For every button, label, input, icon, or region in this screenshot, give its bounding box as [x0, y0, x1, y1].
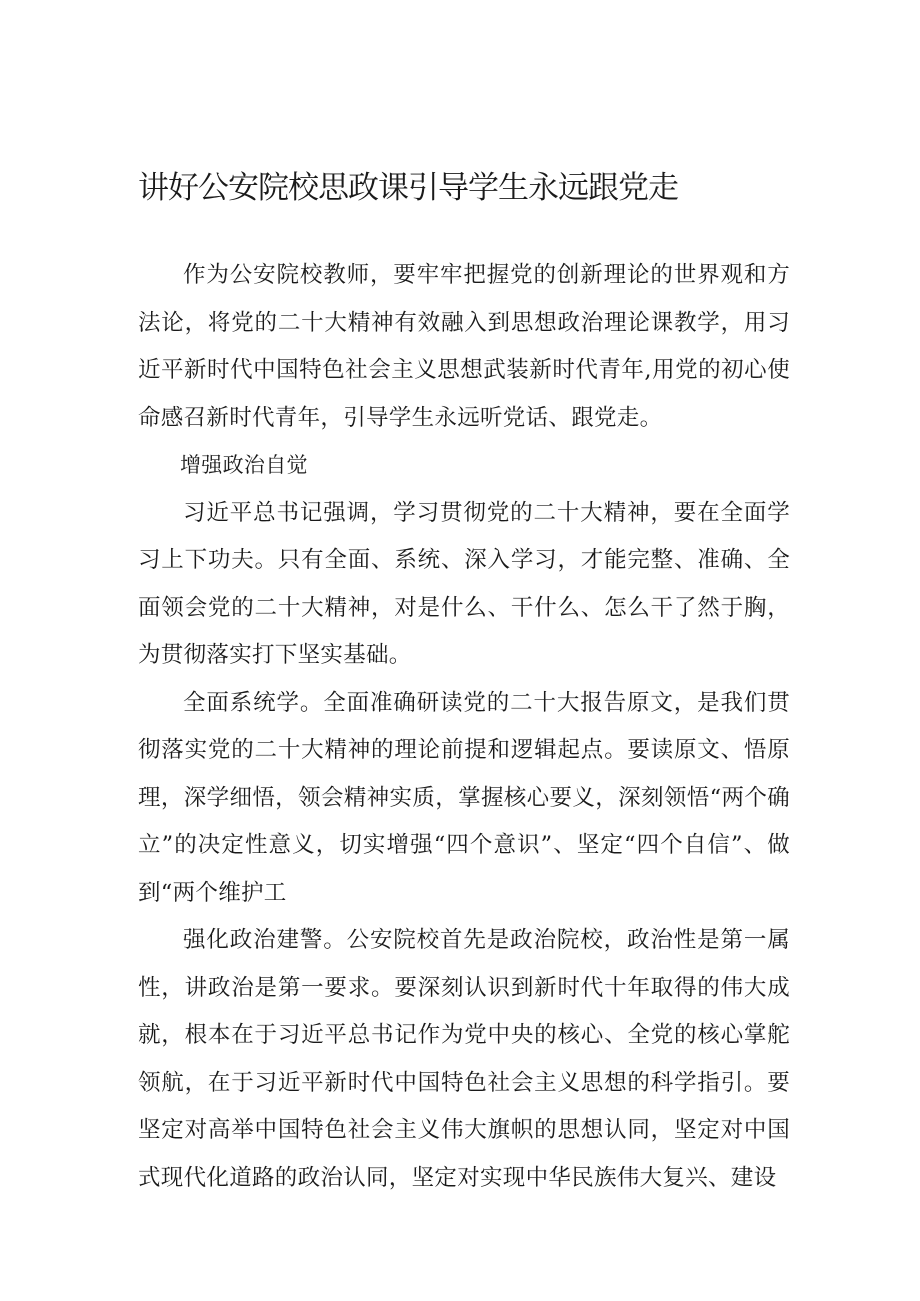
paragraph-study: 习近平总书记强调，学习贯彻党的二十大精神，要在全面学习上下功夫。只有全面、系统、深入学习，才能完整、准确、全面领会党的二十大精神，对是什么、干什么、怎么干了然于胸，为贯彻落实打下坚实基础。	[138, 499, 790, 668]
paragraph-politics: 强化政治建警。公安院校首先是政治院校，政治性是第一属性，讲政治是第一要求。要深刻认识到新时代十年取得的伟大成就，根本在于习近平总书记作为党中央的核心、全党的核心掌舵领航，在于习近平新时代中国特色社会主义思想的科学指引。要坚定对高举中国特色社会主义伟大旗帜的思想认同，坚定对中国式现代化道路的政治认同，坚定对实现中华民族伟大复兴、建设	[138, 927, 790, 1191]
document-title: 讲好公安院校思政课引导学生永远跟党走	[138, 170, 678, 206]
section-heading: 增强政治自觉	[180, 453, 308, 477]
paragraph-intro: 作为公安院校教师，要牢牢把握党的创新理论的世界观和方法论，将党的二十大精神有效融入到思想政治理论课教学，用习近平新时代中国特色社会主义思想武装新时代青年,用党的初心使命感召新时代青年，引导学生永远听党话、跟党走。	[138, 262, 790, 431]
document-body	[138, 252, 790, 1202]
paragraph-systematic: 全面系统学。全面准确研读党的二十大报告原文，是我们贯彻落实党的二十大精神的理论前提和逻辑起点。要读原文、悟原理，深学细悟，领会精神实质，掌握核心要义，深刻领悟“两个确立”的决定性意义，切实增强“四个意识”、坚定“四个自信”、做到“两个维护工	[138, 689, 790, 906]
